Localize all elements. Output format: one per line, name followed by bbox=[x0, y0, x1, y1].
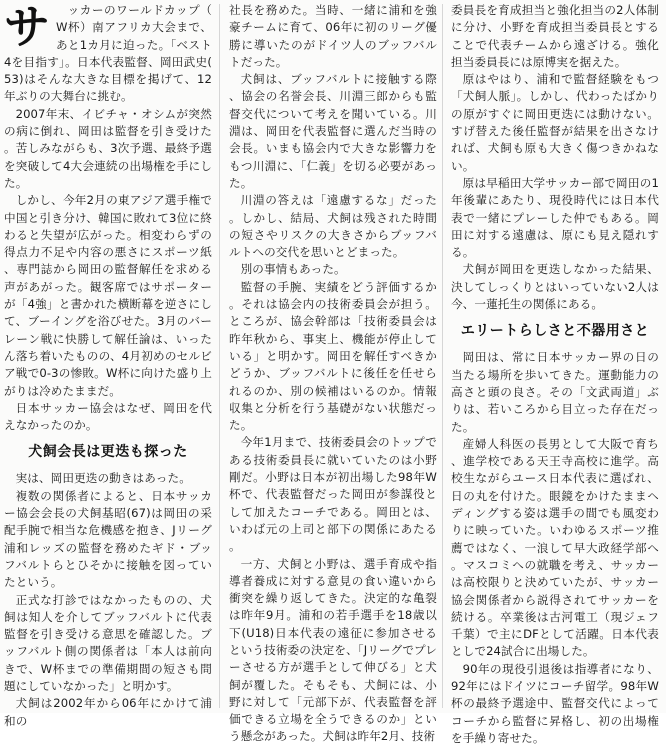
body-paragraph: 90年の現役引退後は指導者になり、92年にはドイツにコーチ留学。98年W杯の最終予選途中、監督交代によってコーチから監督に昇格し、初の出場権を手繰り寄せた。 bbox=[451, 661, 659, 745]
article-column-1 bbox=[4, 0, 212, 728]
body-paragraph: 今年1月まで、技術委員会のトップである技術委員長に就いていたのは小野剛だ。小野は日本が初出場した98年W杯で、代表監督だった岡田が参謀役として加えたコーチである。岡田とは、いわば元の上司と部下の関係にあたる。 bbox=[229, 435, 437, 554]
body-paragraph: 日本サッカー協会はなぜ、岡田を代えなかったのか。 bbox=[4, 400, 212, 433]
body-paragraph: 原は早稲田大学サッカー部で岡田の1年後輩にあたり、現役時代には日本代表で一緒にプレーした仲でもある。岡田に対する遠慮は、原にも見え隠れする。 bbox=[451, 175, 659, 260]
body-paragraph: 社長を務めた。当時、一緒に浦和を強豪チームに育て、06年に初のリーグ優勝に導いたのがドイツ人のブッフバルトだった。 bbox=[229, 3, 437, 69]
body-paragraph: 犬飼が岡田を更迭しなかった結果、決してしっくりとはいっていない2人は今、一蓮托生の関係にある。 bbox=[451, 262, 659, 312]
article-column-3 bbox=[451, 2, 659, 745]
body-paragraph: 委員長を育成担当と強化担当の2人体制に分け、小野を育成担当委員長とすることで代表チームから遠ざける。強化担当委員長には原博実を据えた。 bbox=[451, 3, 659, 69]
column-divider bbox=[219, 4, 220, 708]
body-paragraph: 犬飼は、ブッフバルトに接触する際、協会の名誉会長、川淵三郎からも監督交代について考えを聞いている。川淵は、岡田を代表監督に選んだ当時の会長。いまも協会内で大きな影響力をもつ川淵に、「仁義」を切る必要があった。 bbox=[229, 72, 437, 190]
lead-paragraph-block bbox=[4, 2, 212, 106]
lead-paragraph: ッカーのワールドカップ（W杯）南アフリカ大会まで、あと1カ月に迫った。「ベスト4を目指す」。日本代表監督、岡田武史(53)はそんな大きな目標を掲げて、12年ぶりの大舞台に挑む。 bbox=[4, 3, 212, 104]
body-paragraph: 別の事情もあった。 bbox=[240, 262, 346, 277]
body-paragraph: 複数の関係者によると、日本サッカー協会会長の犬飼基昭(67)は岡田の采配手腕で相当な危機感を抱き、Jリーグ浦和レッズの監督を務めたギド・ブッフバルトらとひそかに接触を図っていたという。 bbox=[4, 488, 212, 590]
body-paragraph: 産婦人科医の長男として大阪で育ち、進学校である天王寺高校に進学。高校生ながらユース日本代表に選ばれ、日の丸を付けた。眼鏡をかけたままヘディングする姿は選手の間でも風変わりに映っていた。いわゆるスポーツ推薦ではなく、一浪して早大政経学部へ。マスコミへの就職を考え、サッカーは高校限りと決めていたが、サッカー協会関係者から説得されてサッカーを続ける。卒業後は古河電工（現ジェフ千葉）で主にDFとして活躍。日本代表としで24試合に出場した。 bbox=[451, 436, 659, 659]
body-paragraph: しかし、今年2月の東アジア選手権で中国と引き分け、韓国に敗れて3位に終わると失望が広がった。相変わらずの得点力不足や内容の悪さにスポーツ紙、専門誌から岡田の監督解任を求める声があがった。観客席ではサポーターが「4強」と書かれた横断幕を逆さにして、ブーイングを浴びせた。3月のバーレーン戦に快勝して解任論は、いったん落ち着いたものの、4月初めのセルビア戦で0-3の惨敗。W杯に向けた盛り上がりは冷めたままだ。 bbox=[4, 193, 212, 398]
body-paragraph: 一方、犬飼と小野は、選手育成や指導者養成に対する意見の食い違いから衝突を繰り返してきた。決定的な亀裂は昨年9月。浦和の若手選手を18歳以下(U18)日本代表の遠征に参加させるという技術委の決定を、「Jリーグでプレーさせる方が選手として伸びる」と犬飼が覆した。そもそも、犬飼には、小野に対して「元部下が、代表監督を評価できる立場を全うできるのか」という懸念があった。犬飼は昨年2月、技術 bbox=[229, 556, 437, 744]
section-heading: 犬飼会長は更迭も探った bbox=[28, 444, 188, 461]
body-paragraph: 岡田は、常に日本サッカー界の日の当たる場所を歩いてきた。運動能力の高さと頭の良さ。その「文武両道」ぶりは、若いころから目立った存在だった。 bbox=[451, 350, 659, 434]
body-paragraph: 川淵の答えは「遠慮するな」だった。しかし、結局、犬飼は残された時間の短さやリスクの大きさからブッフバルトへの交代を思いとどまった。 bbox=[229, 193, 437, 260]
body-paragraph: 原はやはり、浦和で監督経験をもつ「犬飼人脈」。しかし、代わったばかりの原がすぐに岡田更迭には動けない。すげ替えた後任監督が結果を出さなければ、犬飼も原も大きく傷つきかねない。 bbox=[451, 72, 659, 173]
dropcap-letter: サ bbox=[4, 0, 50, 54]
body-paragraph: 実は、岡田更迭の動きはあった。 bbox=[15, 471, 191, 486]
article-column-2 bbox=[229, 2, 437, 744]
body-paragraph: 監督の手腕、実績をどう評価するか。それは協会内の技術委員会が担う。ところが、協会幹部は「技術委員会は昨年秋から、事実上、機能が停止している」と明かす。岡田を解任すべきかどうか、ブッフバルトに後任を任せられるのか、別の候補はいるのか。情報収集と分析を行う基礎がない状態だった。 bbox=[229, 279, 437, 433]
column-divider bbox=[442, 4, 443, 708]
body-paragraph: 正式な打診ではなかったものの、犬飼は知人を介してブッフバルトに代表監督を引き受ける意思を確認した。ブッフバルト側の関係者は「本人は前向きで、W杯までの準備期間の短さも問題にしていなかった」と明かす。 bbox=[4, 592, 212, 693]
section-heading: エリートらしさと不器用さと bbox=[460, 323, 650, 340]
body-paragraph: 犬飼は2002年から06年にかけて浦和の bbox=[4, 696, 212, 728]
body-paragraph: 2007年末、イビチャ・オシムが突然の病に倒れ、岡田は監督を引き受けた。苦しみながらも、3次予選、最終予選を突破して4大会連続の出場権を手にした。 bbox=[4, 106, 212, 190]
